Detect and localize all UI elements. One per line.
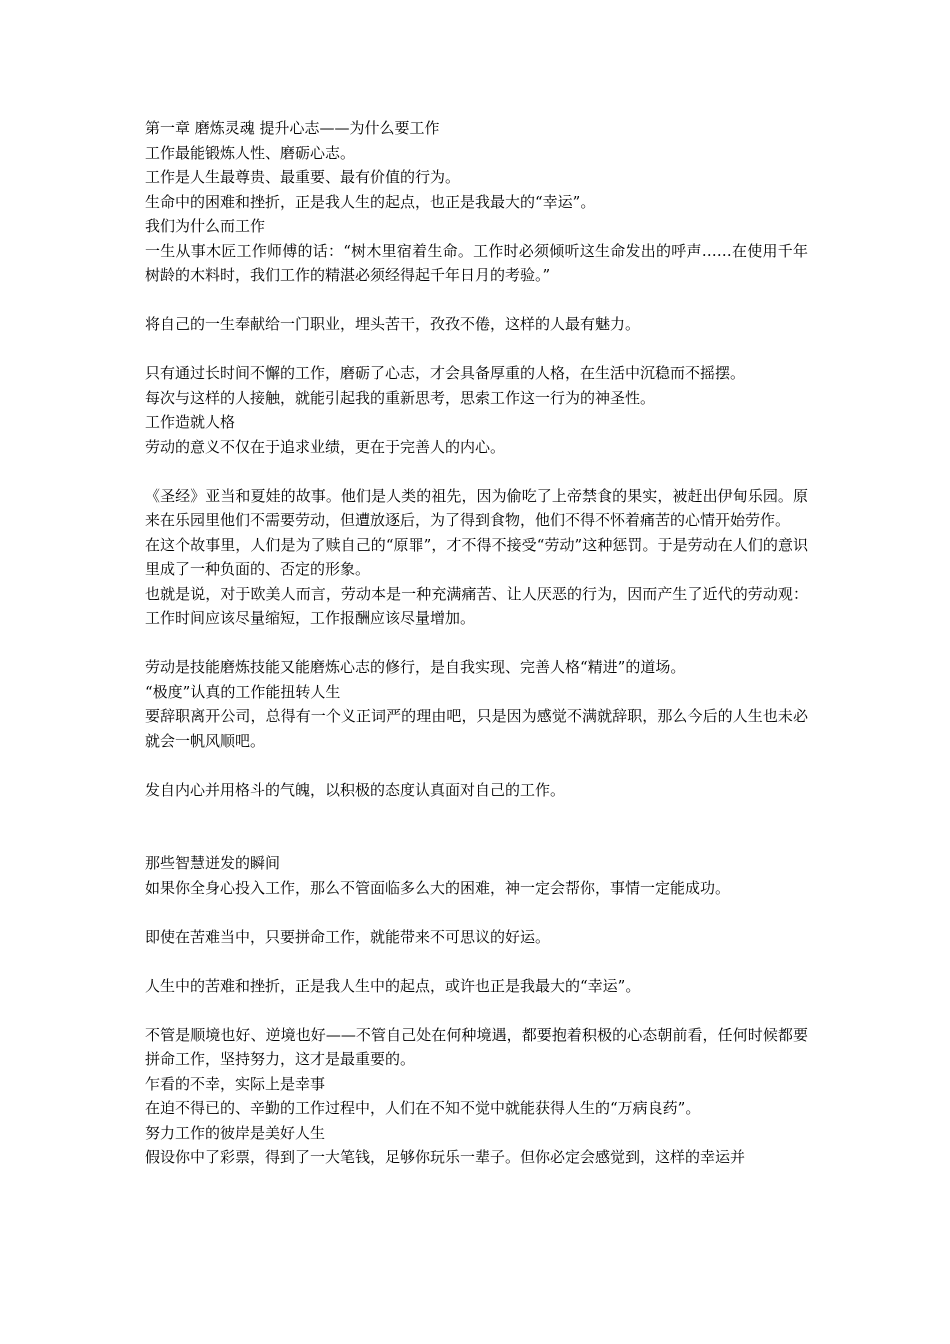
paragraph: 假设你中了彩票，得到了一大笔钱，足够你玩乐一辈子。但你必定会感觉到，这样的幸运并 [145, 1148, 746, 1166]
paragraph: 也就是说，对于欧美人而言，劳动本是一种充满痛苦、让人厌恶的行为，因而产生了近代的劳动观：工作时间应该尽量缩短，工作报酬应该尽量增加。 [145, 584, 808, 627]
document-body [145, 116, 808, 1170]
section-heading: 工作造就人格 [145, 413, 236, 431]
paragraph: 劳动的意义不仅在于追求业绩，更在于完善人的内心。 [145, 437, 506, 456]
paragraph: 生命中的困难和挫折，正是我人生的起点，也正是我最大的“幸运”。 [145, 192, 596, 211]
paragraph: 人生中的苦难和挫折，正是我人生中的起点，或许也正是我最大的“幸运”。 [145, 976, 641, 995]
section-heading: 努力工作的彼岸是美好人生 [145, 1123, 326, 1142]
spacer [145, 288, 808, 313]
spacer [145, 753, 808, 778]
paragraph: 只有通过长时间不懈的工作，磨砺了心志，才会具备厚重的人格，在生活中沉稳而不摇摆。 [145, 364, 746, 382]
spacer [145, 900, 808, 925]
spacer [145, 998, 808, 1023]
paragraph: 在迫不得已的、辛勤的工作过程中，人们在不知不觉中就能获得人生的“万病良药”。 [145, 1099, 701, 1117]
section-heading: 我们为什么而工作 [145, 217, 266, 235]
paragraph: 即使在苦难当中，只要拼命工作，就能带来不可思议的好运。 [145, 927, 551, 946]
paragraph: 发自内心并用格斗的气魄，以积极的态度认真面对自己的工作。 [145, 780, 566, 799]
spacer [145, 631, 808, 656]
spacer [145, 459, 808, 484]
paragraph: 劳动是技能磨炼技能又能磨炼心志的修行，是自我实现、完善人格“精进”的道场。 [145, 658, 686, 676]
paragraph: 每次与这样的人接触，就能引起我的重新思考，思索工作这一行为的神圣性。 [145, 388, 656, 407]
paragraph: 如果你全身心投入工作，那么不管面临多么大的困难，神一定会帮你，事情一定能成功。 [145, 878, 731, 897]
section-heading: “极度”认真的工作能扭转人生 [145, 682, 341, 701]
section-heading: 乍看的不幸，实际上是幸事 [145, 1074, 326, 1093]
paragraph: 在这个故事里，人们是为了赎自己的“原罪”，才不得不接受“劳动”这种惩罚。于是劳动在人们的意识里成了一种负面的、否定的形象。 [145, 535, 808, 578]
paragraph: 工作是人生最尊贵、最重要、最有价值的行为。 [145, 168, 461, 186]
spacer [145, 949, 808, 974]
paragraph: 一生从事木匠工作师傅的话：“树木里宿着生命。工作时必须倾听这生命发出的呼声……在使用千年树龄的木料时，我们工作的精湛必须经得起千年日月的考验。” [145, 241, 808, 284]
section-heading: 那些智慧迸发的瞬间 [145, 854, 281, 872]
spacer [145, 337, 808, 362]
paragraph: 《圣经》亚当和夏娃的故事。他们是人类的祖先，因为偷吃了上帝禁食的果实，被赶出伊甸乐园。原来在乐园里他们不需要劳动，但遭放逐后，为了得到食物，他们不得不怀着痛苦的心情开始劳作。 [145, 486, 808, 529]
spacer [145, 802, 808, 851]
chapter-title: 第一章 磨炼灵魂 提升心志——为什么要工作 [145, 119, 440, 137]
paragraph: 工作最能锻炼人性、磨砺心志。 [145, 143, 356, 162]
paragraph: 不管是顺境也好、逆境也好——不管自己处在何种境遇，都要抱着积极的心态朝前看，任何时候都要拼命工作，坚持努力，这才是最重要的。 [145, 1025, 808, 1068]
paragraph: 将自己的一生奉献给一门职业，埋头苦干，孜孜不倦，这样的人最有魅力。 [145, 315, 641, 333]
paragraph: 要辞职离开公司，总得有一个义正词严的理由吧，只是因为感觉不满就辞职，那么今后的人生也未必就会一帆风顺吧。 [145, 707, 808, 750]
